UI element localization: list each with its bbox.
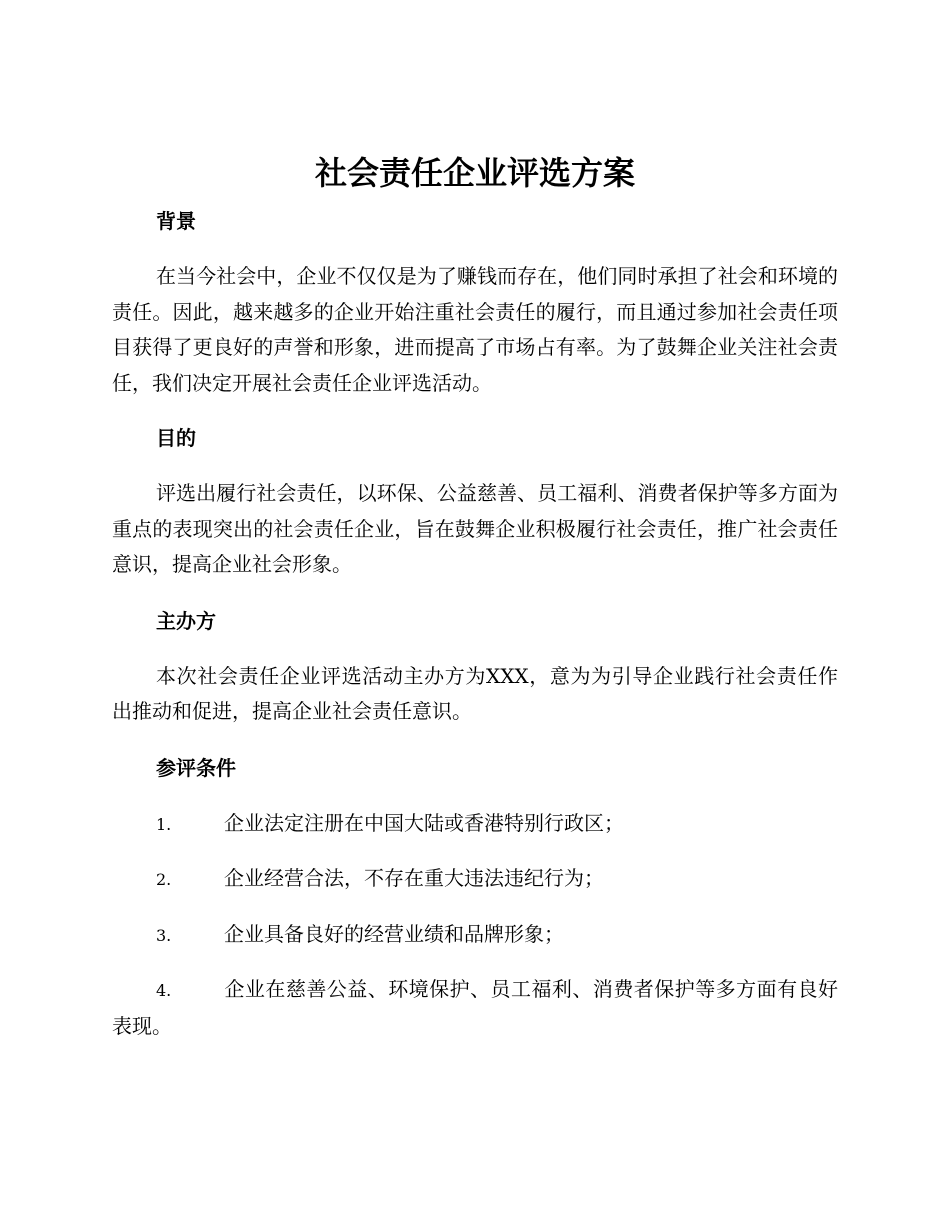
list-item — [112, 806, 838, 843]
section-heading-organizer: 主办方 — [156, 608, 216, 633]
list-item — [112, 917, 838, 954]
document-title: 社会责任企业评选方案 — [314, 154, 635, 192]
list-item-text: 企业法定注册在中国大陆或香港特别行政区； — [224, 810, 624, 835]
document-page — [112, 150, 838, 1044]
list-item-text: 企业在慈善公益、环境保护、员工福利、消费者保护等多方面有良好表现。 — [112, 977, 838, 1038]
section-paragraph-organizer: 本次社会责任企业评选活动主办方为XXX，意为为引导企业践行社会责任作出推动和促进，提高企业社会责任意识。 — [112, 663, 838, 723]
section-paragraph-background: 在当今社会中，企业不仅仅是为了赚钱而存在，他们同时承担了社会和环境的责任。因此，越来越多的企业开始注重社会责任的履行，而且通过参加社会责任项目获得了更良好的声誉和形象，进而提高了市场占有率。为了鼓舞企业关注社会责任，我们决定开展社会责任企业评选活动。 — [112, 264, 838, 395]
list-item-text: 企业经营合法，不存在重大违法违纪行为； — [224, 866, 604, 890]
list-item — [112, 861, 838, 898]
section-heading-purpose: 目的 — [156, 426, 196, 450]
list-item-number: 3. — [156, 925, 172, 945]
section-paragraph-purpose: 评选出履行社会责任，以环保、公益慈善、员工福利、消费者保护等多方面为重点的表现突出的社会责任企业，旨在鼓舞企业积极履行社会责任，推广社会责任意识，提高企业社会形象。 — [112, 481, 838, 576]
section-heading-background: 背景 — [156, 209, 196, 233]
list-item-number: 2. — [156, 870, 172, 889]
list-item-number: 4. — [156, 981, 172, 1000]
list-item — [112, 972, 838, 1044]
list-item-number: 1. — [156, 814, 172, 834]
list-item-text: 企业具备良好的经营业绩和品牌形象； — [224, 921, 564, 946]
section-heading-eligibility: 参评条件 — [156, 755, 236, 780]
